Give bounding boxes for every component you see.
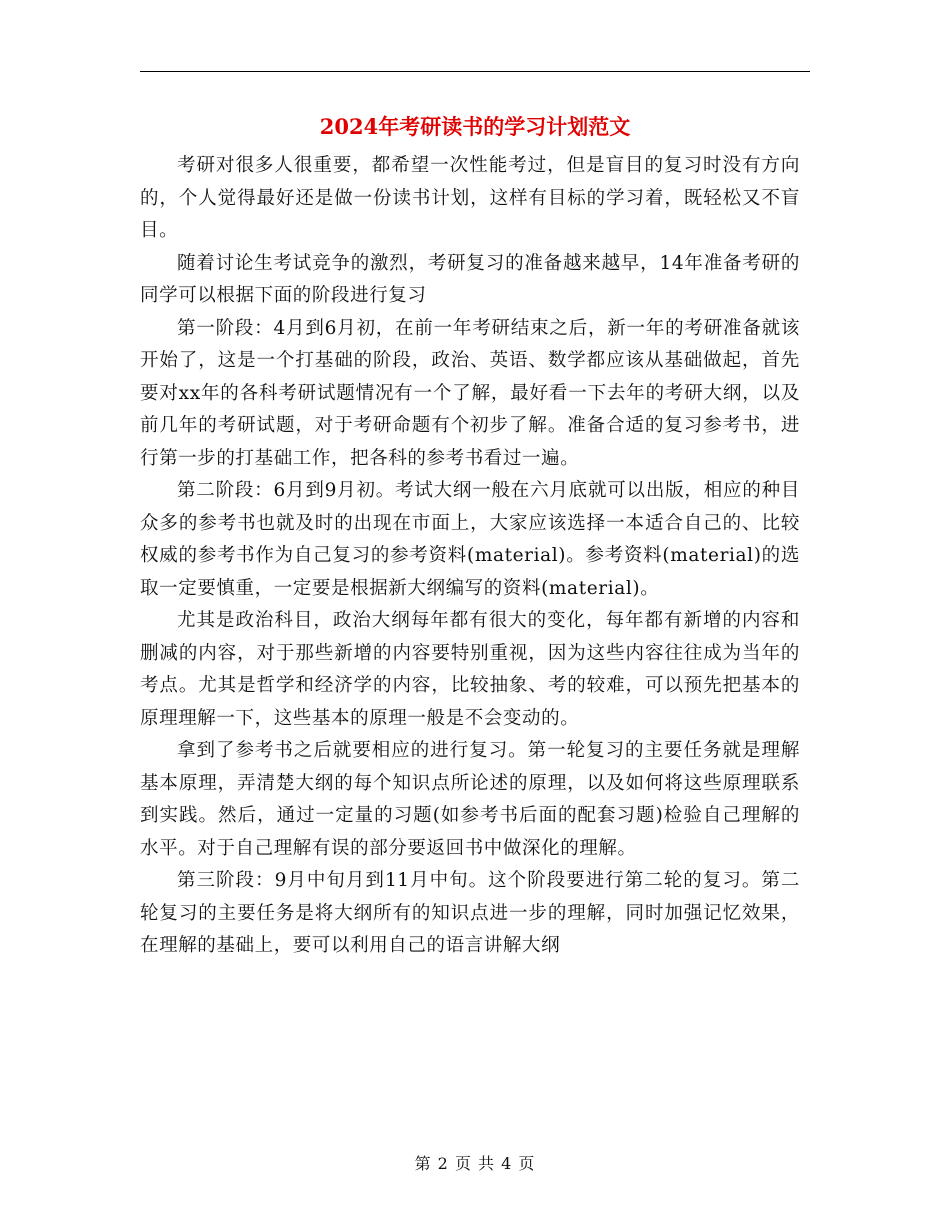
page-number: 第 2 页 共 4 页 (414, 1154, 536, 1173)
paragraph-first-round: 拿到了参考书之后就要相应的进行复习。第一轮复习的主要任务就是理解基本原理，弄清楚大纲的每个知识点所论述的原理，以及如何将这些原理联系到实践。然后，通过一定量的习题(如参考书后面的配套习题)检验自己理解的水平。对于自己理解有误的部分要返回书中做深化的理解。 (140, 740, 800, 859)
paragraph-competition: 随着讨论生考试竞争的激烈，考研复习的准备越来越早，14年准备考研的同学可以根据下面的阶段进行复习 (140, 252, 800, 306)
paragraph-stage-three: 第三阶段：9月中旬月到11月中旬。这个阶段要进行第二轮的复习。第二轮复习的主要任务是将大纲所有的知识点进一步的理解，同时加强记忆效果，在理解的基础上，要可以利用自己的语言讲解大纲 (140, 870, 800, 956)
paragraph-stage-two: 第二阶段：6月到9月初。考试大纲一般在六月底就可以出版，相应的种目众多的参考书也就及时的出现在市面上，大家应该选择一本适合自己的、比较权威的参考书作为自己复习的参考资料(material)。参考资料(material)的选取一定要慎重，一定要是根据新大纲编写的资料(material)。 (140, 480, 800, 599)
paragraph-politics: 尤其是政治科目，政治大纲每年都有很大的变化，每年都有新增的内容和删减的内容，对于那些新增的内容要特别重视，因为这些内容往往成为当年的考点。尤其是哲学和经济学的内容，比较抽象、考的较难，可以预先把基本的原理理解一下，这些基本的原理一般是不会变动的。 (140, 610, 800, 729)
paragraph-intro: 考研对很多人很重要，都希望一次性能考过，但是盲目的复习时没有方向的，个人觉得最好还是做一份读书计划，这样有目标的学习着，既轻松又不盲目。 (140, 155, 800, 241)
header-rule (140, 71, 810, 72)
document-title: 2024年考研读书的学习计划范文 (319, 114, 631, 139)
paragraph-stage-one: 第一阶段：4月到6月初，在前一年考研结束之后，新一年的考研准备就该开始了，这是一个打基础的阶段，政治、英语、数学都应该从基础做起，首先要对xx年的各科考研试题情况有一个了解，最好看一下去年的考研大纲，以及前几年的考研试题，对于考研命题有个初步了解。准备合适的复习参考书，进行第一步的打基础工作，把各科的参考书看过一遍。 (140, 317, 800, 469)
document-body (140, 150, 800, 963)
